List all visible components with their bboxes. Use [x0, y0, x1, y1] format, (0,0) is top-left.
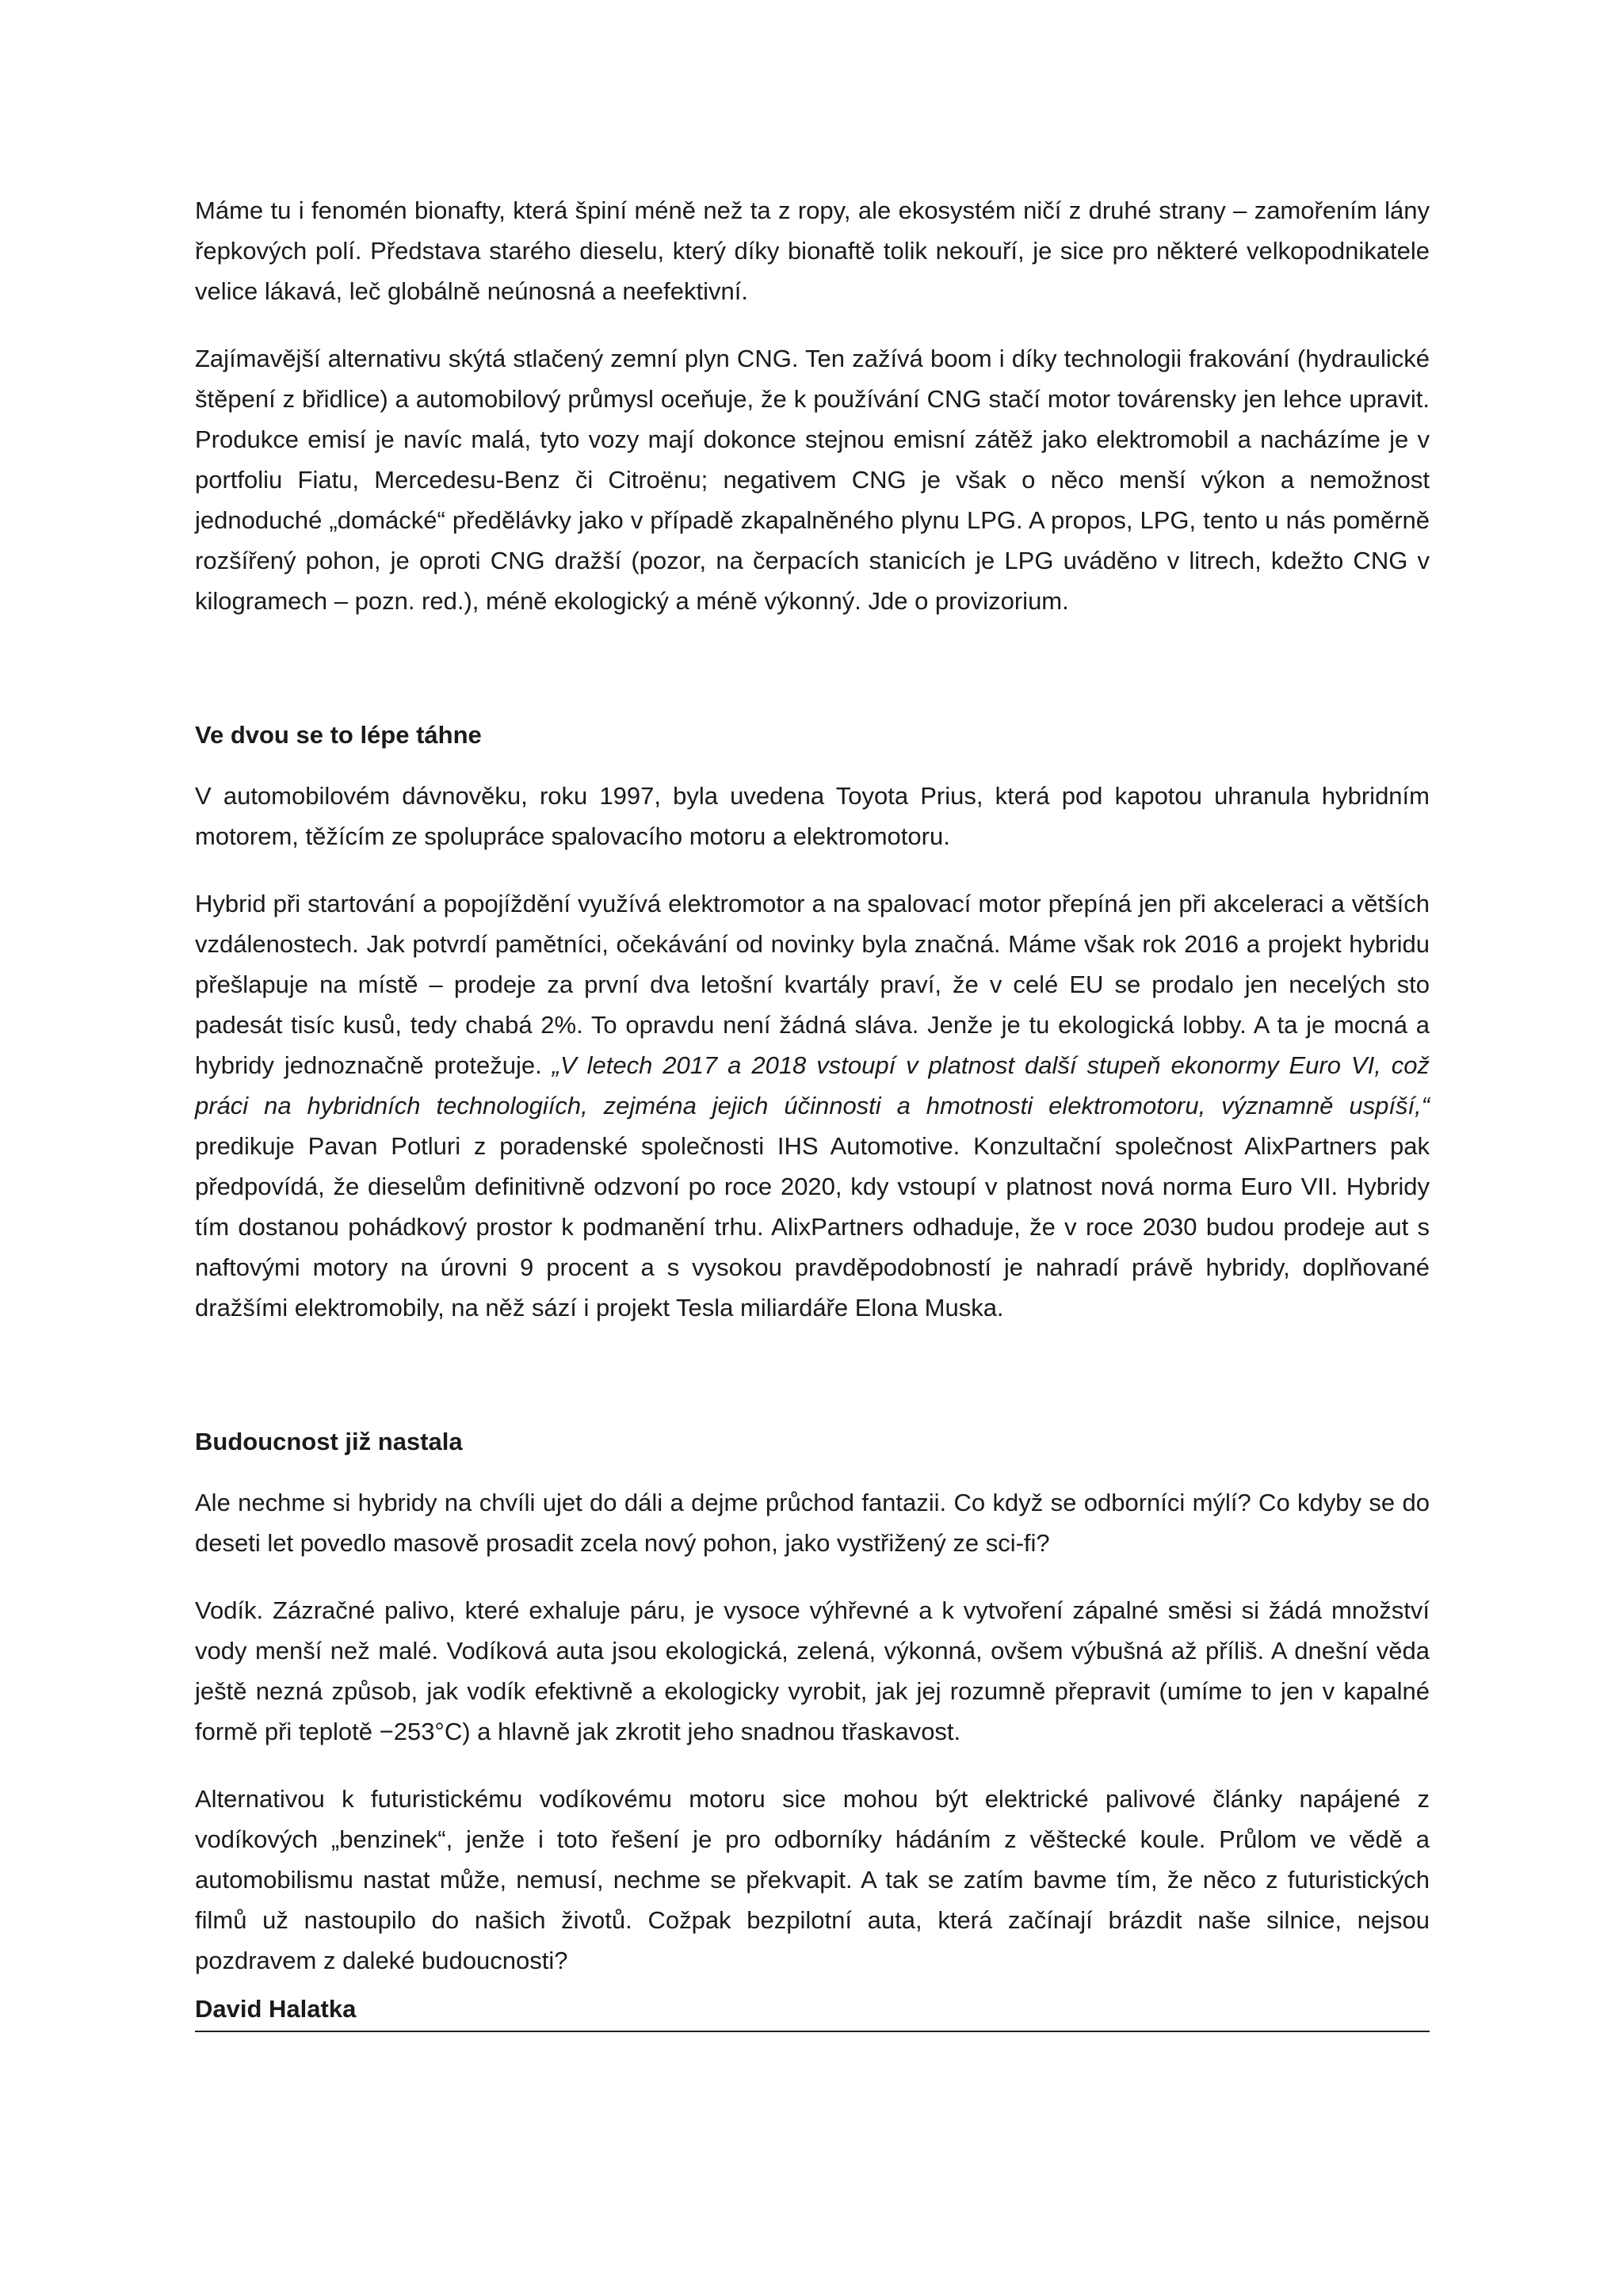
- future-paragraph-hydrogen: Vodík. Zázračné palivo, které exhaluje páru, je vysoce výhřevné a k vytvoření zápalné směsi si žádá množství vody menší než malé. Vodíková auta jsou ekologická, zelená, výkonná, ovšem výbušná až příliš. A dnešní věda ještě nezná způsob, jak vodík efektivně a ekologicky vyrobit, jak jej rozumně přepravit (umíme to jen v kapalné formě při teplotě −253°C) a hlavně jak zkrotit jeho snadnou třaskavost.: [195, 1596, 1430, 1745]
- section-spacer: [195, 648, 1430, 715]
- future-paragraph-fuel-cells: Alternativou k futuristickému vodíkovému motoru sice mohou být elektrické palivové články napájené z vodíkových „benzinek“, jenže i toto řešení je pro odborníky hádáním z věštecké koule. Průlom ve vědě a automobilismu nastat může, nemusí, nechme se překvapit. A tak se zatím bavme tím, že něco z futuristických filmů už nastoupilo do našich životů. Cožpak bezpilotní auta, která začínají brázdit naše silnice, nejsou pozdravem z daleké budoucnosti?: [195, 1785, 1430, 1974]
- section-spacer: [195, 1355, 1430, 1421]
- hybrid-text-end: predikuje Pavan Potluri z poradenské společnosti IHS Automotive. Konzultační společnost AlixPartners pak předpovídá, že dieselům definitivně odzvoní po roce 2020, kdy vstoupí v platnost nová norma Euro VII. Hybridy tím dostanou pohádkový prostor k podmanění trhu. AlixPartners odhaduje, že v roce 2030 budou prodeje aut s naftovými motory na úrovni 9 procent a s vysokou pravděpodobností je nahradí právě hybridy, doplňované dražšími elektromobily, na něž sází i projekt Tesla miliardáře Elona Muska.: [195, 1132, 1430, 1322]
- hybrid-paragraph-market: [195, 883, 1430, 1328]
- hybrid-paragraph-prius: V automobilovém dávnověku, roku 1997, byla uvedena Toyota Prius, která pod kapotou uhranula hybridním motorem, těžícím ze spolupráce spalovacího motoru a elektromotoru.: [195, 782, 1430, 850]
- hybrid-quote: „V letech 2017 a 2018 vstoupí v platnost další stupeň ekonormy Euro VI, což práci na hybridních technologiích, zejména jejich účinnosti a hmotnosti elektromotoru, významně uspíší,“: [195, 1051, 1430, 1119]
- intro-paragraph-bionafta: Máme tu i fenomén bionafty, která špiní méně než ta z ropy, ale ekosystém ničí z druhé strany – zamořením lány řepkových polí. Představa starého dieselu, který díky bionaftě tolik nekouří, je sice pro některé velkopodnikatele velice lákavá, leč globálně neúnosná a neefektivní.: [195, 196, 1430, 305]
- section-heading-future: Budoucnost již nastala: [195, 1428, 463, 1455]
- document-page: [195, 190, 1430, 2032]
- author-name: David Halatka: [195, 1995, 357, 2023]
- intro-paragraph-cng: Zajímavější alternativu skýtá stlačený zemní plyn CNG. Ten zažívá boom i díky technologii frakování (hydraulické štěpení z břidlice) a automobilový průmysl oceňuje, že k používání CNG stačí motor továrensky jen lehce upravit. Produkce emisí je navíc malá, tyto vozy mají dokonce stejnou emisní zátěž jako elektromobil a nacházíme je v portfoliu Fiatu, Mercedesu-Benz či Citroënu; negativem CNG je však o něco menší výkon a nemožnost jednoduché „domácké“ předělávky jako v případě zkapalněného plynu LPG. A propos, LPG, tento u nás poměrně rozšířený pohon, je oproti CNG dražší (pozor, na čerpacích stanicích je LPG uváděno v litrech, kdežto CNG v kilogramech – pozn. red.), méně ekologický a méně výkonný. Jde o provizorium.: [195, 345, 1430, 615]
- bottom-rule-divider: [195, 2031, 1430, 2032]
- hybrid-text-start: Hybrid při startování a popojíždění využívá elektromotor a na spalovací motor přepíná jen při akceleraci a větších vzdálenostech. Jak potvrdí pamětníci, očekávání od novinky byla značná. Máme však rok 2016 a projekt hybridu přešlapuje na místě – prodeje za první dva letošní kvartály praví, že v celé EU se prodalo jen necelých sto padesát tisíc kusů, tedy chabá 2%. To opravdu není žádná sláva. Jenže je tu ekologická lobby. A ta je mocná a hybridy jednoznačně protežuje.: [195, 890, 1430, 1079]
- section-heading-hybrid: Ve dvou se to lépe táhne: [195, 721, 482, 749]
- future-paragraph-fantasy: Ale nechme si hybridy na chvíli ujet do dáli a dejme průchod fantazii. Co když se odborníci mýlí? Co kdyby se do deseti let povedlo masově prosadit zcela nový pohon, jako vystřižený ze sci-fi?: [195, 1489, 1430, 1557]
